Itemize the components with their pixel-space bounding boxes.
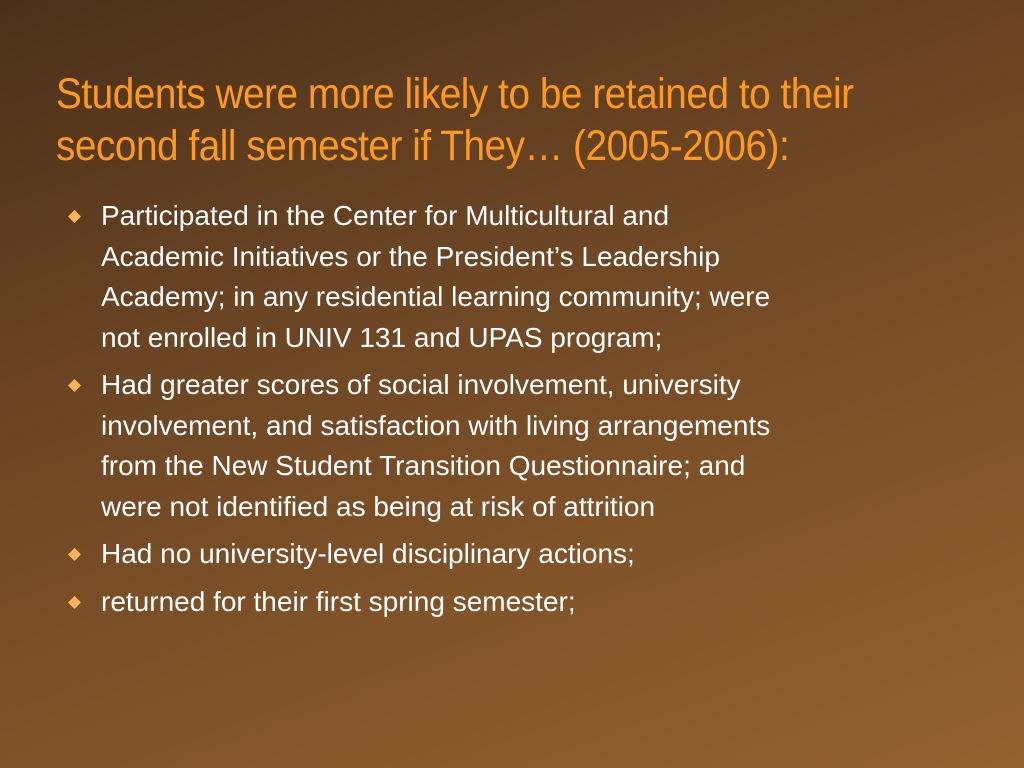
diamond-bullet-icon <box>68 210 81 223</box>
bullet-text-line: Academic Initiatives or the President’s Leadership <box>101 240 720 272</box>
bullet-item <box>64 196 944 358</box>
bullet-text-line: not enrolled in UNIV 131 and UPAS program; <box>101 321 663 353</box>
bullet-text-line: returned for their first spring semester; <box>101 585 576 617</box>
bullet-item <box>64 582 944 623</box>
bullet-item <box>64 365 944 527</box>
slide-title-line: Students were more likely to be retained to their <box>56 70 854 118</box>
bullet-text-line: Participated in the Center for Multicultural and <box>101 200 670 231</box>
bullet-text-line: were not identified as being at risk of attrition <box>101 490 656 522</box>
diamond-bullet-icon <box>68 548 81 561</box>
bullet-list <box>64 196 944 629</box>
diamond-bullet-icon <box>68 596 81 609</box>
bullet-text-line: Had no university-level disciplinary actions; <box>101 538 635 569</box>
slide-title <box>56 68 902 172</box>
bullet-text-line: Academy; in any residential learning community; were <box>101 281 771 312</box>
diamond-bullet-icon <box>68 379 81 392</box>
bullet-text-line: Had greater scores of social involvement, university <box>101 369 741 400</box>
bullet-text-line: involvement, and satisfaction with living arrangements <box>101 409 771 441</box>
bullet-text-line: from the New Student Transition Questionnaire; and <box>101 450 746 481</box>
bullet-item <box>64 534 944 575</box>
slide-title-line: second fall semester if They… (2005-2006): <box>56 122 790 170</box>
